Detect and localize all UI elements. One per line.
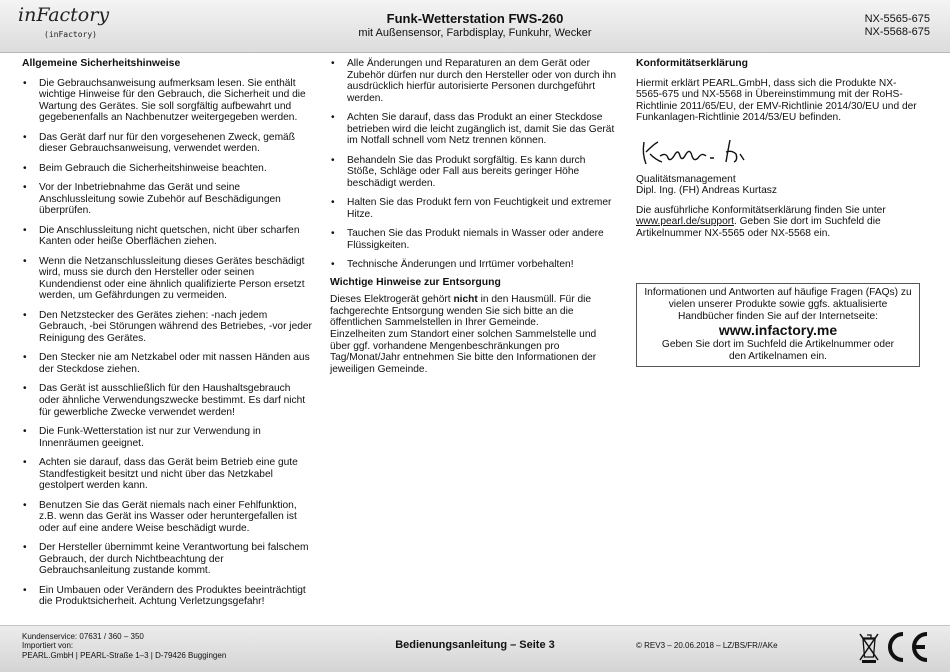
document-subtitle: mit Außensensor, Farbdisplay, Funkuhr, Wecker <box>358 27 592 39</box>
conformity-column <box>636 58 920 248</box>
page-footer <box>0 625 950 672</box>
support-link[interactable]: www.pearl.de/support <box>636 216 734 228</box>
page-header <box>0 0 950 53</box>
bullet-item: • Den Netzstecker des Gerätes ziehen: -nach jedem Gebrauch, -bei Störungen während des Betriebes, -vor jeder Reinigung des Gerätes. <box>22 310 312 345</box>
waste-bin-icon <box>858 630 880 664</box>
product-code: NX-5568-675 <box>864 26 930 38</box>
bullet-item: • Der Hersteller übernimmt keine Verantwortung bei falschem Gebrauch, der durch Nichtbeachtung der Gebrauchsanleitung zustande kommt. <box>22 542 312 577</box>
bullet-item: • Die Gebrauchsanweisung aufmerksam lesen. Sie enthält wichtige Hinweise für den Gebrauch, die Sicherheit und die Wartung des Gerätes. Sie soll sorgfältig aufbewahrt und gegebenenfalls an Nachbenutzer weitergegeben werden. <box>22 78 312 124</box>
faq-instructions: Geben Sie dort im Suchfeld die Artikelnummer oder den Artikelnamen ein. <box>661 339 895 363</box>
customer-service: Kundenservice: 07631 / 360 – 350 <box>22 632 144 641</box>
bullet-item: • Beim Gebrauch die Sicherheitshinweise beachten. <box>22 163 312 175</box>
bullet-item: • Das Gerät darf nur für den vorgesehenen Zweck, gemäß dieser Gebrauchsanweisung, verwendet werden. <box>22 132 312 155</box>
logo-wordmark: inFactory <box>18 4 110 26</box>
safety-list <box>330 58 616 271</box>
disposal-details: Einzelheiten zum Standort einer solchen Sammelstelle und über ggf. vorhandene Mengenbeschränkungen pro Tag/Monat/Jahr entnehmen Sie bitte den Informationen der jeweiligen Gemeinde. <box>330 329 597 375</box>
safety-column-continued <box>330 58 616 375</box>
product-code: NX-5565-675 <box>864 13 930 25</box>
faq-url-link[interactable]: www.infactory.me <box>718 322 838 339</box>
bullet-item: • Den Stecker nie am Netzkabel oder mit nassen Händen aus der Steckdose ziehen. <box>22 352 312 375</box>
bullet-item: • Ein Umbauen oder Verändern des Produktes beeinträchtigt die Produktsicherheit. Achtung Verletzungsgefahr! <box>22 585 312 608</box>
safety-column <box>22 58 312 616</box>
bullet-item: • Die Funk-Wetterstation ist nur zur Verwendung in Innenräumen geeignet. <box>22 426 312 449</box>
document-title: Funk-Wetterstation FWS-260 <box>386 11 564 26</box>
bullet-item: • Tauchen Sie das Produkt niemals in Wasser oder andere Flüssigkeiten. <box>330 228 616 251</box>
conformity-more-info: Die ausführliche Konformitätserklärung finden Sie unter www.pearl.de/support. Geben Sie dort im Suchfeld die Artikelnummer NX-5565 oder NX-5568 ein. <box>636 204 886 239</box>
signer-role: Qualitätsmanagement <box>636 173 736 185</box>
disposal-text: Dieses Elektrogerät gehört nicht in den Hausmüll. Für die fachgerechte Entsorgung wenden Sie sich bitte an die öffentlichen Sammelstellen in Ihrer Gemeinde. <box>330 294 592 329</box>
signature-image <box>636 134 766 168</box>
conformity-heading: Konformitätserklärung <box>636 58 749 69</box>
bullet-item: • Behandeln Sie das Produkt sorgfältig. Es kann durch Stöße, Schläge oder Fall aus bereits geringer Höhe beschädigt werden. <box>330 155 616 190</box>
logo-subtext: (inFactory) <box>44 30 97 39</box>
importer-label: Importiert von: <box>22 641 74 651</box>
bullet-item: • Die Anschlussleitung nicht quetschen, nicht über scharfen Kanten oder heiße Oberflächen ziehen. <box>22 225 312 248</box>
bullet-item: • Wenn die Netzanschlussleitung dieses Gerätes beschädigt wird, muss sie durch den Hersteller oder seinen Kundendienst oder eine ähnlich qualifizierte Person ersetzt werden, um Gefährdungen zu vermeiden. <box>22 256 312 302</box>
bullet-item: • Das Gerät ist ausschließlich für den Haushaltsgebrauch oder ähnliche Verwendungszwecke bestimmt. Es darf nicht für gewerbliche Zwecke verwendet werden! <box>22 383 312 418</box>
bullet-item: • Benutzen Sie das Gerät niemals nach einer Fehlfunktion, z.B. wenn das Gerät ins Wasser oder heruntergefallen ist oder auf eine andere Weise beschädigt wurde. <box>22 500 312 535</box>
footer-contact <box>22 632 226 660</box>
bullet-item: • Achten sie darauf, dass das Gerät beim Betrieb eine gute Standfestigkeit besitzt und nicht über das Netzkabel gestolpert werden kann. <box>22 457 312 492</box>
bullet-item: • Alle Änderungen und Reparaturen an dem Gerät oder Zubehör dürfen nur durch den Hersteller oder von durch ihn ausdrücklich hierfür autorisierte Personen durchgeführt werden. <box>330 58 616 104</box>
infactory-logo <box>18 4 118 50</box>
faq-text: Informationen und Antworten auf häufige Fragen (FAQs) zu vielen unserer Produkte sowie ggfs. aktualisierte Handbücher finden Sie auf der Internetseite: <box>644 287 912 322</box>
bullet-item: • Achten Sie darauf, dass das Produkt an einer Steckdose betrieben wird die leicht zugänglich ist, damit Sie das Gerät im Notfall schnell vom Netz trennen können. <box>330 112 616 147</box>
signer-name: Dipl. Ing. (FH) Andreas Kurtasz <box>636 185 777 197</box>
conformity-declaration: Hiermit erklärt PEARL.GmbH, dass sich die Produkte NX-5565-675 und NX-5568 in Übereinstimmung mit der RoHS-Richtlinie 2011/65/EU, der EMV-Richtlinie 2014/30/EU und der Funkanlagen-Richtlinie 2014/53/EU befinden. <box>636 77 917 124</box>
ce-mark-icon <box>884 630 930 664</box>
bullet-item: • Technische Änderungen und Irrtümer vorbehalten! <box>330 259 616 271</box>
page-number: Bedienungsanleitung – Seite 3 <box>395 639 555 651</box>
safety-heading: Allgemeine Sicherheitshinweise <box>22 58 181 69</box>
importer-address: PEARL.GmbH | PEARL-Straße 1–3 | D-79426 Buggingen <box>22 650 227 660</box>
faq-box <box>636 283 920 367</box>
safety-list <box>22 78 312 608</box>
bullet-item: • Vor der Inbetriebnahme das Gerät und seine Anschlussleitung sowie Zubehör auf Beschädigungen überprüfen. <box>22 182 312 217</box>
revision-info: © REV3 – 20.06.2018 – LZ/BS/FR//AKe <box>636 641 778 650</box>
disposal-heading: Wichtige Hinweise zur Entsorgung <box>330 276 501 288</box>
bullet-item: • Halten Sie das Produkt fern von Feuchtigkeit und extremer Hitze. <box>330 197 616 220</box>
